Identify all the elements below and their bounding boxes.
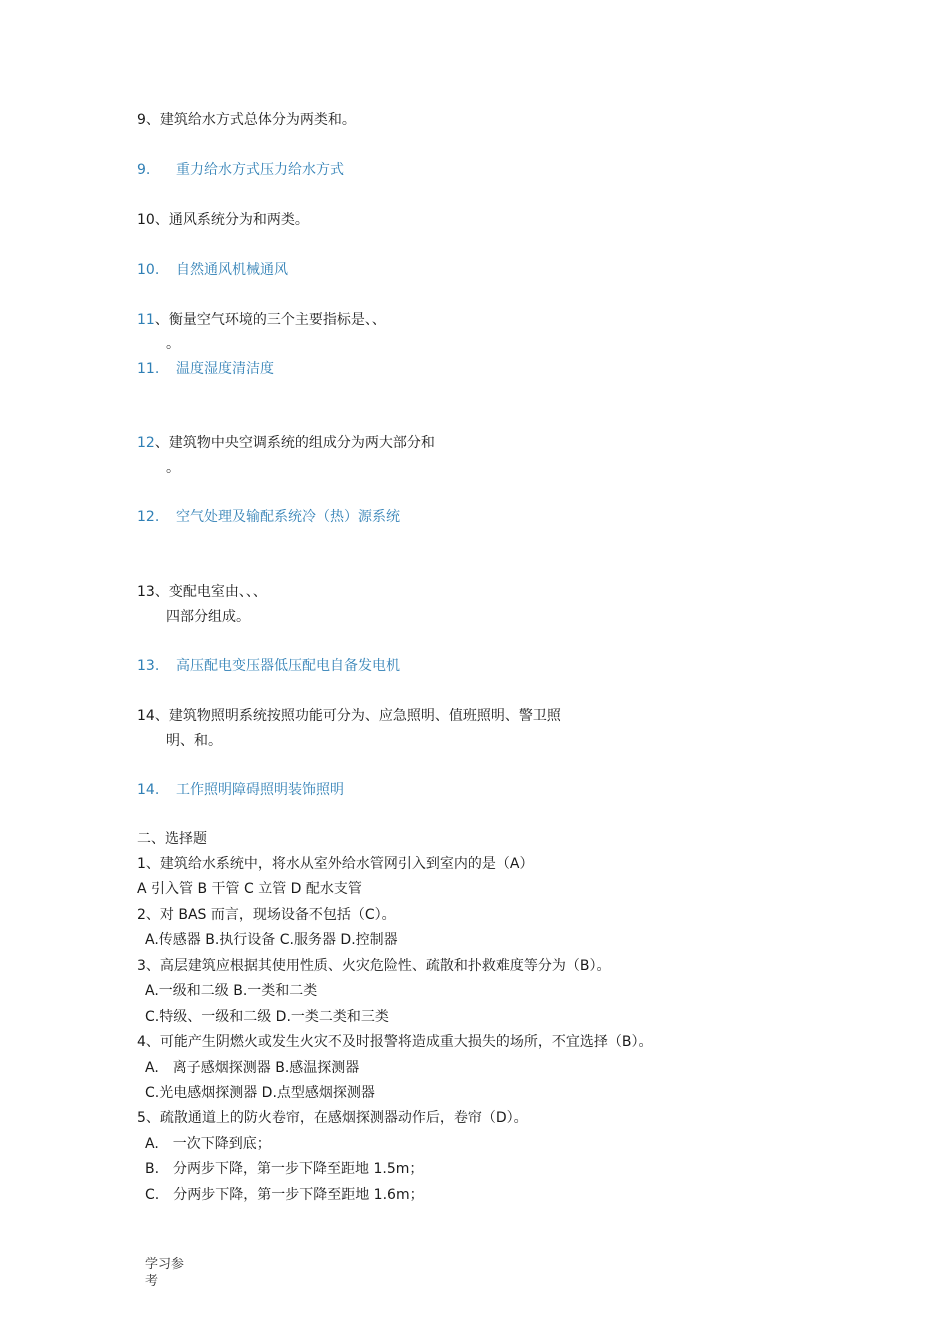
choice-line: 4、可能产生阴燃火或发生火灾不及时报警将造成重大损失的场所，不宜选择（B）。	[137, 1034, 653, 1050]
answer-13	[137, 657, 400, 675]
question-text: 、衡量空气环境的三个主要指标是、、	[154, 312, 386, 328]
choice-line: A.传感器 B.执行设备 C.服务器 D.控制器	[145, 932, 398, 948]
answer-text: 自然通风机械通风	[176, 262, 288, 278]
choice-line: C.光电感烟探测器 D.点型感烟探测器	[145, 1085, 375, 1101]
choice-line: 1、建筑给水系统中，将水从室外给水管网引入到室内的是（A）	[137, 856, 534, 872]
choice-line: A. 离子感烟探测器 B.感温探测器	[145, 1060, 360, 1076]
question-14: 14、建筑物照明系统按照功能可分为、应急照明、值班照明、警卫照	[137, 708, 561, 724]
footer-line: 考	[145, 1274, 159, 1289]
choice-line: 2、对 BAS 而言，现场设备不包括（C）。	[137, 907, 396, 923]
answer-text: 温度湿度清洁度	[176, 361, 274, 377]
section-heading: 二、选择题	[137, 831, 207, 847]
choice-line: C. 分两步下降，第一步下降至距地 1.6m；	[145, 1187, 424, 1203]
choice-line: B. 分两步下降，第一步下降至距地 1.5m；	[145, 1161, 424, 1177]
question-12	[137, 434, 435, 452]
answer-text: 空气处理及输配系统冷（热）源系统	[176, 509, 400, 525]
question-9: 9、建筑给水方式总体分为两类和。	[137, 112, 356, 128]
answer-text: 重力给水方式压力给水方式	[176, 162, 344, 178]
answer-10	[137, 261, 288, 279]
answer-number: 14.	[137, 782, 160, 798]
choice-line: C.特级、一级和二级 D.一类二类和三类	[145, 1009, 389, 1025]
footer-line: 学习参	[145, 1257, 185, 1272]
question-number: 12	[137, 435, 155, 451]
answer-text: 工作照明障碍照明装饰照明	[176, 782, 344, 798]
choice-line: 3、高层建筑应根据其使用性质、火灾危险性、疏散和扑救难度等分为（B）。	[137, 958, 611, 974]
answer-number: 11.	[137, 361, 160, 377]
question-13-continuation: 四部分组成。	[166, 609, 250, 625]
answer-number: 12.	[137, 509, 160, 525]
question-number: 11	[137, 312, 155, 328]
choice-line: A. 一次下降到底；	[145, 1136, 271, 1152]
answer-number: 13.	[137, 658, 160, 674]
question-10: 10、通风系统分为和两类。	[137, 212, 309, 228]
question-13: 13、变配电室由、、、	[137, 584, 267, 600]
choice-line: A.一级和二级 B.一类和二类	[145, 983, 318, 999]
answer-9	[137, 161, 344, 179]
answer-text: 高压配电变压器低压配电自备发电机	[176, 658, 400, 674]
page-footer	[145, 1256, 184, 1290]
question-11	[137, 311, 386, 329]
question-text: 、建筑物中央空调系统的组成分为两大部分和	[154, 435, 435, 451]
answer-11	[137, 360, 274, 378]
choice-line: 5、疏散通道上的防火卷帘，在感烟探测器动作后，卷帘（D）。	[137, 1110, 528, 1126]
answer-number: 10.	[137, 262, 160, 278]
question-11-continuation: 。	[166, 336, 180, 352]
answer-14	[137, 781, 344, 799]
answer-number: 9.	[137, 162, 151, 178]
answer-12	[137, 508, 400, 526]
choice-line: A 引入管 B 干管 C 立管 D 配水支管	[137, 881, 362, 897]
question-14-continuation: 明、和。	[166, 733, 222, 749]
question-12-continuation: 。	[166, 460, 180, 476]
